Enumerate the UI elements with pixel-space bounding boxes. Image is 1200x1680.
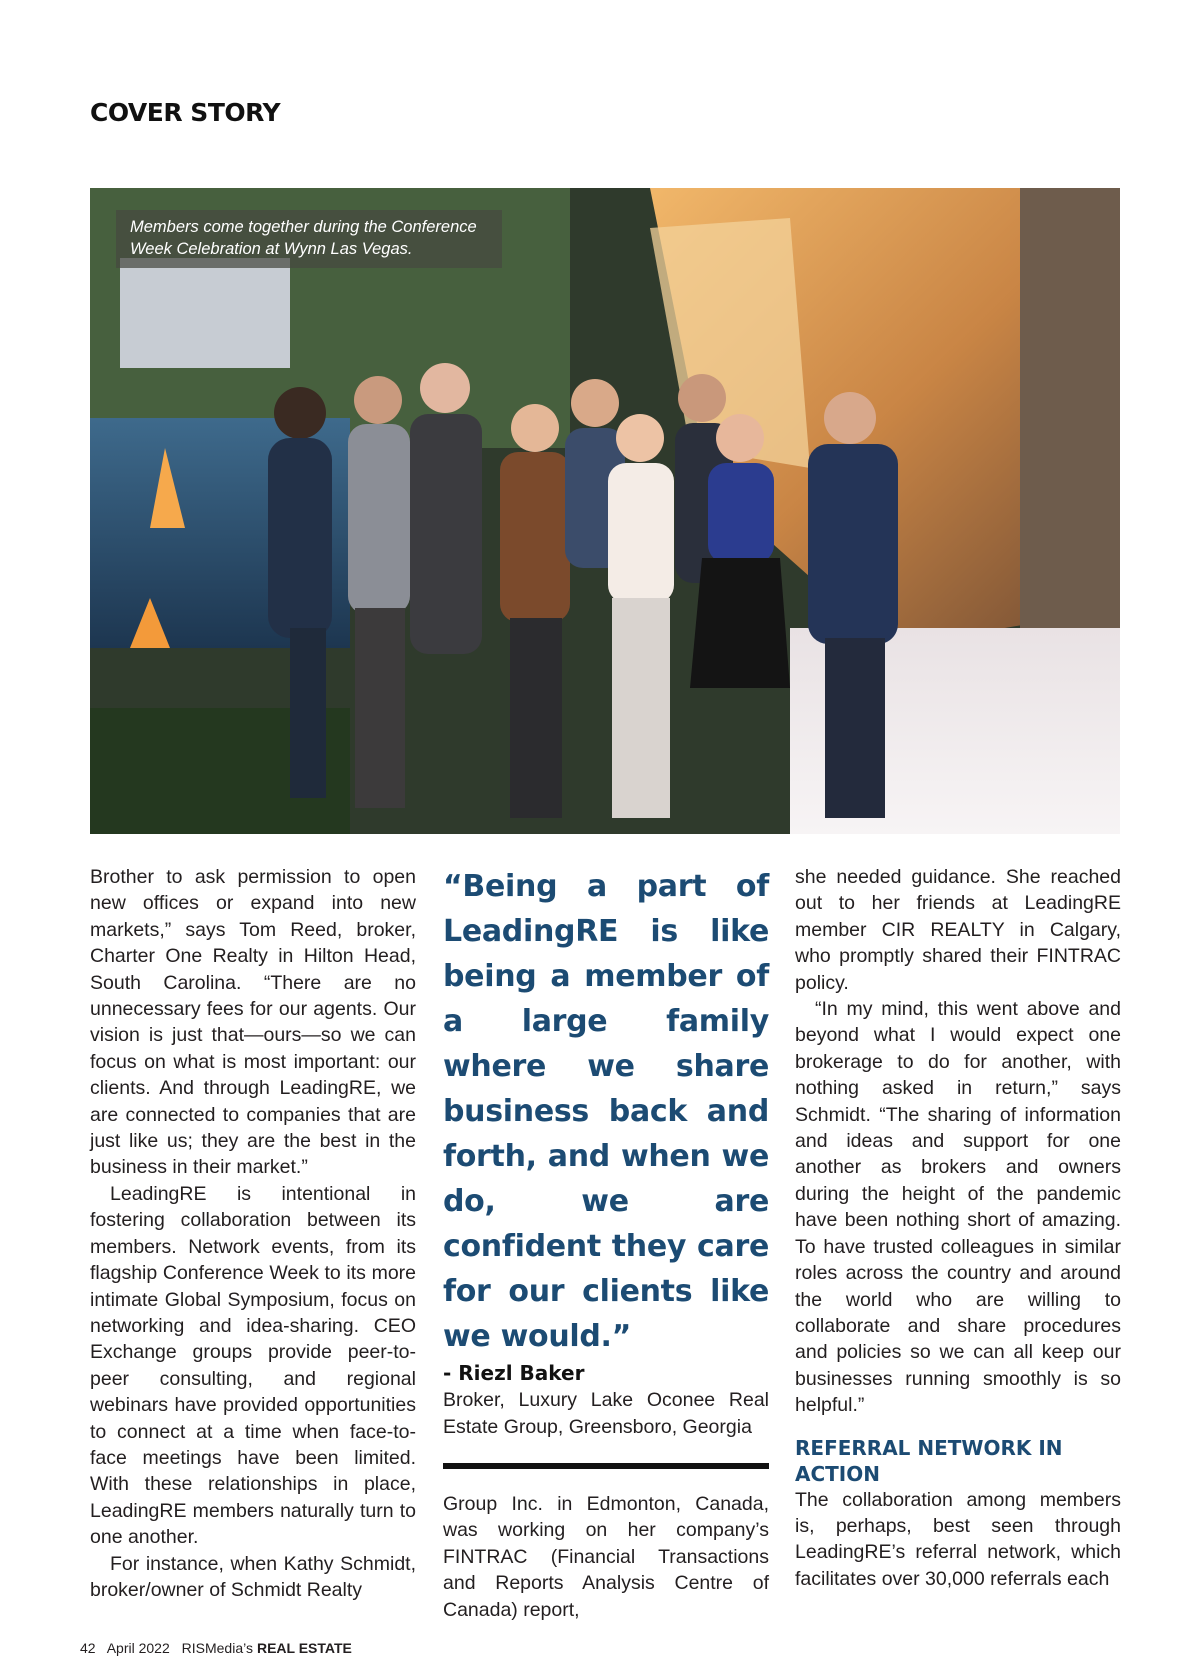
pull-quote: “Being a part of LeadingRE is like being a member of a large family where we share business back and forth, and when we do, we are confident they care for our clients like we would.” — [443, 869, 769, 1354]
page-number: 42 — [80, 1640, 96, 1656]
issue-date: April 2022 — [106, 1640, 170, 1656]
quote-attribution-name: - Riezl Baker — [443, 1361, 585, 1385]
quote-attribution-role: Broker, Luxury Lake Oconee Real Estate Group, Greensboro, Georgia — [443, 1389, 769, 1438]
divider-rule — [443, 1463, 769, 1469]
body-paragraph: Brother to ask permission to open new offices or expand into new markets,” says Tom Reed, broker, Charter One Realty in Hilton Head, South Carolina. “There are no unnecessary fees for our agents. Our vision is just that—ours—so we can focus on what is most important: our clients. And through LeadingRE, we are connected to companies that are just like us; they are the best in the business in their market.” — [90, 866, 416, 1179]
body-paragraph: LeadingRE is intentional in fostering collaboration between its members. Network events, from its flagship Conference Week to its more intimate Global Symposium, focus on networking and idea-sharing. CEO Exchange groups provide peer-to-peer consulting, and regional webinars have provided opportunities to connect at a time when face-to-face meetings have been limited. With these relationships in place, LeadingRE members naturally turn to one another. — [90, 1182, 416, 1549]
publication-title: REAL ESTATE — [256, 1640, 352, 1656]
body-paragraph: “In my mind, this went above and beyond what I would expect one brokerage to do for another, with nothing asked in return,” says Schmidt. “The sharing of information and ideas and support for one another as brokers and owners during the height of the pandemic have been nothing short of amazing. To have trusted colleagues in similar roles across the country and around the world who are willing to collaborate and share procedures and policies so we can all keep our businesses running smoothly is so helpful.” — [795, 998, 1121, 1417]
body-paragraph: The collaboration among members is, perhaps, best seen through LeadingRE’s referral network, which facilitates over 30,000 referrals each — [795, 1488, 1121, 1590]
page-footer — [80, 1640, 360, 1656]
body-paragraph: For instance, when Kathy Schmidt, broker/owner of Schmidt Realty — [90, 1552, 416, 1601]
body-paragraph: she needed guidance. She reached out to her friends at LeadingRE member CIR REALTY in Calgary, who promptly shared their FINTRAC policy. — [795, 866, 1121, 994]
group-photo-illustration — [90, 188, 1120, 834]
publication-name — [182, 1640, 352, 1656]
section-label: COVER STORY — [90, 98, 281, 127]
middle-column — [443, 864, 769, 1623]
left-column — [90, 864, 416, 1603]
section-subhead: REFERRAL NETWORK IN ACTION — [795, 1435, 1063, 1486]
event-photo — [90, 188, 1120, 834]
right-column — [795, 864, 1121, 1592]
body-paragraph: Group Inc. in Edmonton, Canada, was working on her company’s FINTRAC (Financial Transactions and Reports Analysis Centre of Canada) report, — [443, 1493, 769, 1621]
publisher-name: RISMedia’s — [181, 1640, 253, 1656]
photo-caption: Members come together during the Conference Week Celebration at Wynn Las Vegas. — [116, 210, 502, 268]
